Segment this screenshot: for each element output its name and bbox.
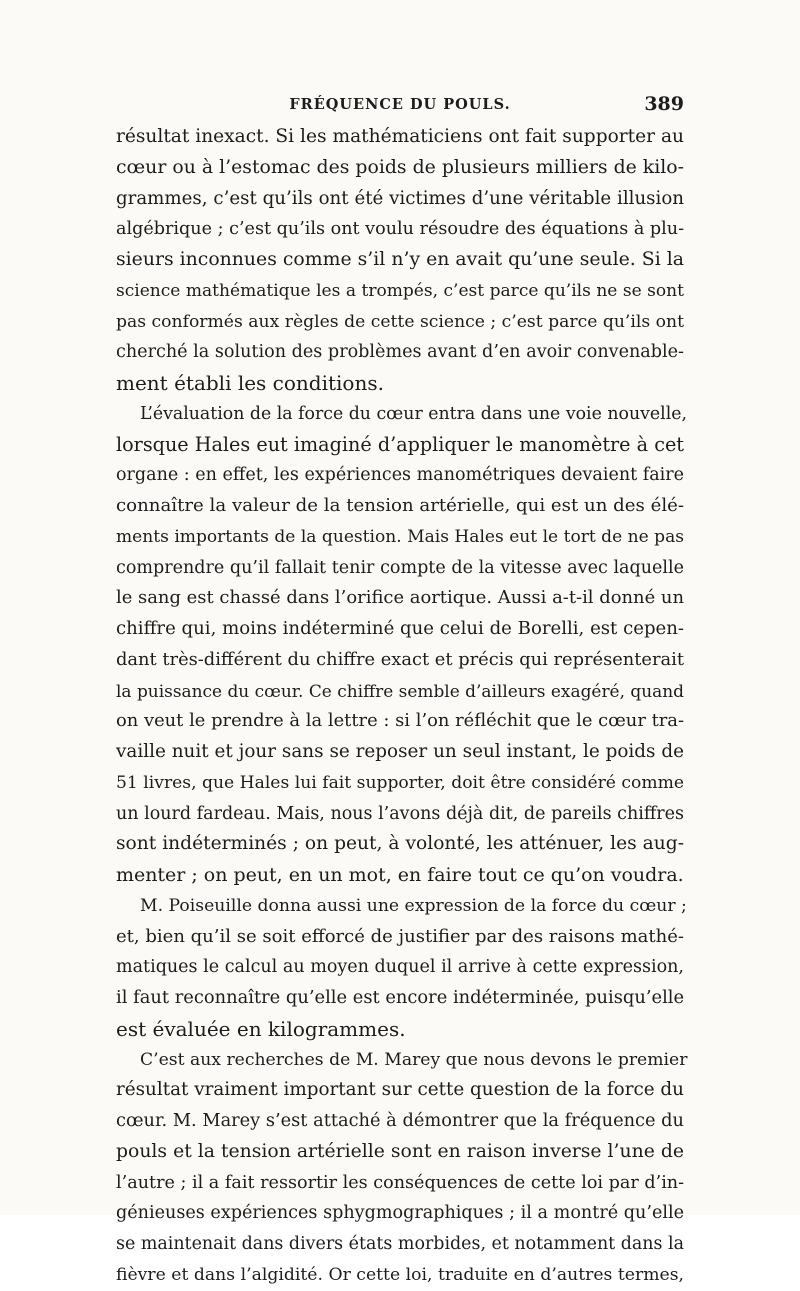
text-line: cherché la solution des problèmes avant d’en avoir convenable- <box>116 342 684 363</box>
paragraph <box>116 122 684 399</box>
text-line: connaître la valeur de la tension artérielle, qui est un des élé- <box>116 495 684 516</box>
text-line: matiques le calcul au moyen duquel il arrive à cette expression, <box>116 957 684 978</box>
text-line: résultat vraiment important sur cette question de la force du <box>116 1079 684 1101</box>
text-line: dant très-différent du chiffre exact et précis qui représenterait <box>116 648 684 670</box>
text-line: un lourd fardeau. Mais, nous l’avons déjà dit, de pareils chiffres <box>116 803 684 824</box>
text-line: pouls et la tension artérielle sont en raison inverse l’une de <box>116 1140 684 1162</box>
text-line: chiffre qui, moins indéterminé que celui de Borelli, est cepen- <box>116 618 684 639</box>
text-line: sont indéterminés ; on peut, à volonté, les atténuer, les aug- <box>116 833 684 855</box>
text-line: l’autre ; il a fait ressortir les conséquences de cette loi par d’in- <box>116 1172 685 1193</box>
text-line: algébrique ; c’est qu’ils ont voulu résoudre des équations à plu- <box>116 219 685 240</box>
running-title: FRÉQUENCE DU POULS. <box>289 96 511 113</box>
text-line: et, bien qu’il se soit efforcé de justifier par des raisons mathé- <box>116 925 684 947</box>
text-line: M. Poiseuille donna aussi une expression de la force du cœur ; <box>140 895 687 916</box>
text-line: 51 livres, que Hales lui fait supporter, doit être considéré comme <box>116 772 684 793</box>
text-line: ment établi les conditions. <box>116 371 384 395</box>
text-line: comprendre qu’il fallait tenir compte de la vitesse avec laquelle <box>116 557 684 578</box>
text-line: cœur. M. Marey s’est attaché à démontrer que la fréquence du <box>116 1110 684 1131</box>
paragraph <box>116 891 687 1045</box>
text-line: ments importants de la question. Mais Hales eut le tort de ne pas <box>116 526 684 547</box>
text-line: on veut le prendre à la lettre : si l’on réfléchit que le cœur tra- <box>116 710 684 732</box>
text-line: résultat inexact. Si les mathématiciens ont fait supporter au <box>116 126 684 147</box>
text-line: organe : en effet, les expériences manométriques devaient faire <box>116 465 684 486</box>
text-line: est évaluée en kilogrammes. <box>116 1016 406 1041</box>
text-line: le sang est chassé dans l’orifice aortique. Aussi a-t-il donné un <box>116 587 684 609</box>
running-head <box>116 93 684 124</box>
text-line: L’évaluation de la force du cœur entra dans une voie nouvelle, <box>140 403 687 424</box>
text-line: menter ; on peut, en un mot, en faire tout ce qu’on voudra. <box>116 864 684 886</box>
paragraph <box>116 1045 688 1291</box>
text-line: lorsque Hales eut imaginé d’appliquer le manomètre à cet <box>116 432 684 456</box>
text-line: grammes, c’est qu’ils ont été victimes d’une véritable illusion <box>116 187 684 209</box>
text-line: C’est aux recherches de M. Marey que nous devons le premier <box>140 1049 688 1070</box>
page-number: 389 <box>644 93 684 115</box>
text-body <box>116 122 688 1291</box>
text-line: science mathématique les a trompés, c’est parce qu’ils ne se sont <box>116 280 684 301</box>
text-line: pas conformés aux règles de cette science ; c’est parce qu’ils ont <box>116 311 684 332</box>
paragraph <box>116 399 687 891</box>
text-line: il faut reconnaître qu’elle est encore indéterminée, puisqu’elle <box>116 987 685 1008</box>
text-line: cœur ou à l’estomac des poids de plusieurs milliers de kilo- <box>116 156 684 178</box>
text-line: vaille nuit et jour sans se reposer un seul instant, le poids de <box>116 741 684 762</box>
text-line: la puissance du cœur. Ce chiffre semble d’ailleurs exagéré, quand <box>116 680 684 701</box>
text-line: sieurs inconnues comme s’il n’y en avait qu’une seule. Si la <box>116 249 684 270</box>
text-line: fièvre et dans l’algidité. Or cette loi, traduite en d’autres termes, <box>116 1264 684 1285</box>
text-line: se maintenait dans divers états morbides, et notamment dans la <box>116 1234 684 1254</box>
text-line: génieuses expériences sphygmographiques ; il a montré qu’elle <box>116 1203 684 1224</box>
